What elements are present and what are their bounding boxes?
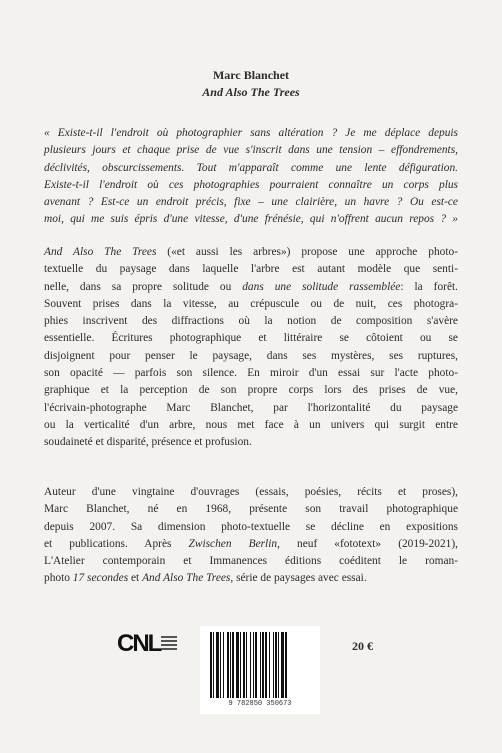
quote-line: « Existe-t-il l'endroit où photographier sans altération ? Je me déplace depuis [44,127,458,139]
quote-line: déclivités, obscurcissements. Tout m'apparaît comme une lente défiguration. [44,161,458,174]
quote-line: moi, qui me suis épris d'une vitesse, d'une frénésie, qui n'offrent aucun repos ? » [44,213,458,226]
author-name: Marc Blanchet [212,68,290,82]
barcode-bar [269,632,270,698]
barcode-bar [240,632,241,698]
barcode-bar [232,632,234,698]
barcode-bar [255,632,257,698]
barcode-icon [200,626,320,714]
barcode-bar [250,632,251,698]
quote-line: Existe-t-il l'endroit où ces photographies pourraient connaître un corps plus [44,178,458,191]
paragraph-line: et publications. Après Zwischen Berlin, neuf «fototext» (2019-2021), [44,537,458,550]
paragraph-line: Souvent prises dans la vitesse, au crépuscule ou de nuit, ces photogra- [44,297,458,310]
book-title: And Also The Trees [202,85,300,99]
cnl-logo-lines [161,636,177,652]
barcode-bar [262,632,264,698]
barcode-bar [275,632,277,698]
paragraph-line: And Also The Trees («et aussi les arbres») propose une approche photo- [44,246,458,258]
description-paragraph [44,244,458,452]
barcode-bar [227,632,229,698]
barcode-bars [210,632,310,698]
barcode-bar [260,632,261,698]
paragraph-line: nelle, dans sa propre solitude ou dans une solitude rassemblée: la forêt. [44,280,459,293]
paragraph-line: disjoignent pour penser le paysage, dans ses mystères, ses ruptures, [44,349,458,362]
barcode-bar [278,632,279,698]
barcode-bar [281,632,284,698]
barcode-bar [236,632,239,698]
title-reference: And Also The Trees [44,246,157,258]
barcode-bar [216,632,219,698]
cnl-logo-icon [117,630,183,656]
barcode-bar [285,632,287,698]
barcode-bar [213,632,214,698]
author-bio-paragraph [44,484,458,588]
paragraph-line: textuelle du paysage dans laquelle l'arbre est autant modèle que senti- [44,263,458,276]
paragraph-line: son opacité — parfois son silence. En miroir d'un essai sur l'acte photo- [44,367,458,380]
paragraph-line: ou la verticalité d'un arbre, nous met face à un univers qui surgit entre [44,418,458,431]
barcode-bar [273,632,274,698]
quote-line: avenant ? Est-ce un endroit précis, fixe – une clairière, un havre ? Ou est-ce [44,196,458,209]
barcode-bar [223,632,224,698]
paragraph-line: essentielle. Écritures photographique et littéraire se côtoient ou se [44,332,458,345]
paragraph-line: Marc Blanchet, né en 1968, présente son travail photographique [44,503,458,516]
paragraph-line: depuis 2007. Sa dimension photo-textuelle se décline en expositions [44,520,458,533]
paragraph-line: Auteur d'une vingtaine d'ouvrages (essais, poésies, récits et proses), [44,486,458,498]
quote-line: plusieurs jours et chaque prise de vue s'inscrit dans une tension – effondrements, [44,144,458,157]
barcode-bar [253,632,254,698]
barcode-bar [243,632,245,698]
paragraph-line: phies inscrivent des diffractions où la notion de composition s'avère [44,315,458,328]
barcode-bar [246,632,247,698]
price-label: 20 € [352,639,373,653]
paragraph-line: photo 17 secondes et And Also The Trees, série de paysages avec essai. [44,572,367,585]
paragraph-line: L'Atelier contemporain et Immanences éditions coéditent le roman- [44,555,458,568]
paragraph-line: soudaineté et disparité, présence et profusion. [44,436,252,449]
cnl-logo-text: CNL [117,630,161,657]
paragraph-line: graphique et la perception de son propre corps lors des prises de vue, [44,384,458,397]
barcode-bar [220,632,221,698]
epigraph-quote [44,125,458,229]
barcode-bar [265,632,267,698]
barcode-bar [230,632,231,698]
barcode-bar [210,632,212,698]
isbn-number: 9 782850 350673 [228,700,292,708]
paragraph-line: l'écrivain-photographe Marc Blanchet, par l'horizontalité du paysage [44,401,458,414]
